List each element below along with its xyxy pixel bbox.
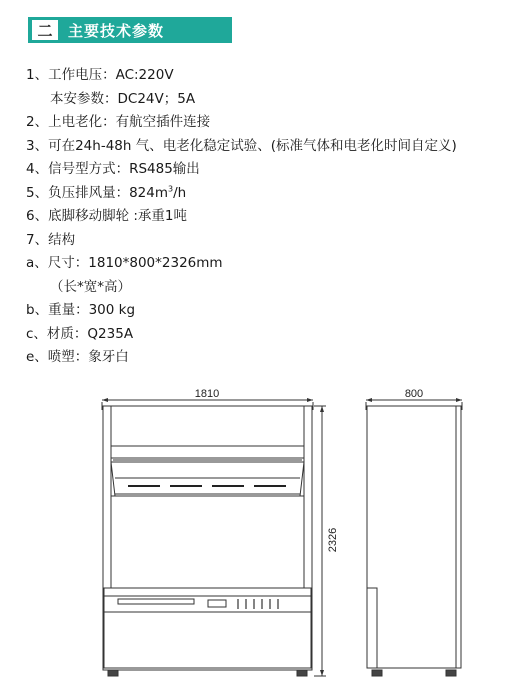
spec-item: c、材质：Q235A bbox=[26, 325, 134, 342]
dimension-height: 2326 bbox=[327, 527, 339, 553]
spec-item: 本安参数：DC24V；5A bbox=[50, 90, 196, 107]
front-view bbox=[102, 398, 326, 676]
spec-item: 2、上电老化：有航空插件连接 bbox=[26, 114, 211, 130]
spec-item: 7、结构 bbox=[26, 231, 76, 248]
spec-item: 6、底脚移动脚轮 :承重1吨 bbox=[26, 208, 188, 224]
spec-item: （长*宽*高） bbox=[50, 278, 131, 295]
spec-item: e、喷塑：象牙白 bbox=[26, 349, 129, 365]
section-number: 二 bbox=[32, 20, 58, 40]
side-view bbox=[366, 398, 462, 676]
spec-list bbox=[26, 64, 457, 370]
spec-item: a、尺寸：1810*800*2326mm bbox=[26, 255, 223, 271]
spec-item: 3、可在24h-48h 气、电老化稳定试验、(标准气体和电老化时间自定义) bbox=[26, 137, 457, 154]
dimension-width: 800 bbox=[404, 388, 424, 400]
spec-item: b、重量：300 kg bbox=[26, 302, 136, 318]
section-header bbox=[28, 17, 232, 43]
cabinet-drawing bbox=[0, 380, 523, 696]
section-title: 主要技术参数 bbox=[68, 21, 165, 40]
spec-item: 5、负压排风量：$824m^3/h$ bbox=[26, 184, 187, 201]
spec-item: 4、信号型方式：RS485输出 bbox=[26, 161, 200, 177]
dimension-length: 1810 bbox=[194, 388, 220, 400]
spec-item: 1、工作电压：AC:220V bbox=[26, 67, 174, 83]
